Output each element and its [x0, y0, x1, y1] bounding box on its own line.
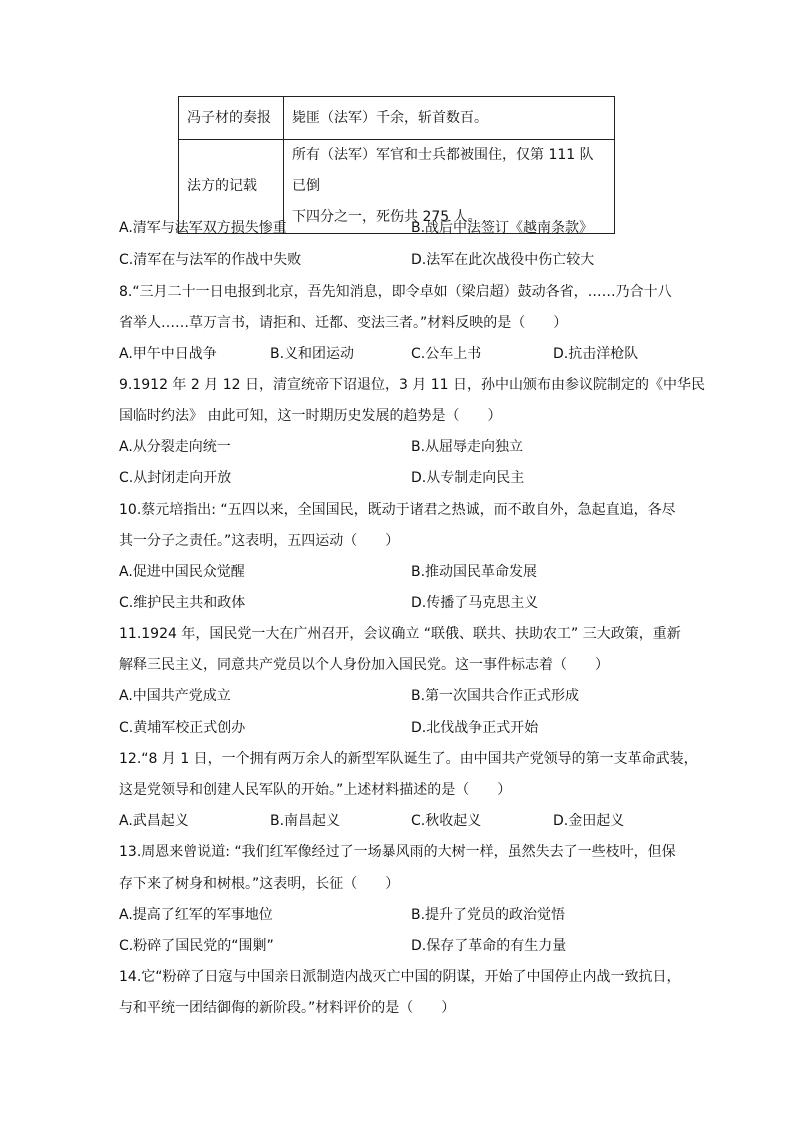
q8-option-d: D.抗击洋枪队	[553, 346, 639, 362]
q10-stem-line2: 其一分子之责任。”这表明，五四运动（ ）	[119, 533, 400, 549]
q7-option-a: A.清军与法军双方损失惨重	[119, 220, 287, 236]
q12-option-a: A.武昌起义	[119, 813, 189, 829]
q14-stem-line2: 与和平统一团结御侮的新阶段。”材料评价的是（ ）	[119, 1000, 456, 1016]
q13-stem-line1: 13.周恩来曾说道: “我们红军像经过了一场暴风雨的大树一样，虽然失去了一些枝叶，但保	[119, 844, 676, 860]
q13-option-c: C.粉碎了国民党的“围剿”	[119, 938, 274, 954]
q14-stem-line1: 14.它“粉碎了日寇与中国亲日派制造内战灭亡中国的阴谋，开始了中国停止内战一致抗日，	[119, 969, 681, 985]
q9-stem-line1: 9.1912 年 2 月 12 日，清宣统帝下诏退位，3 月 11 日，孙中山颁布由参议院制定的《中华民	[119, 377, 706, 393]
q8-option-c: C.公车上书	[411, 346, 482, 362]
table-cell-label: 冯子材的奏报	[179, 97, 284, 140]
q10-option-d: D.传播了马克思主义	[411, 595, 539, 611]
q10-option-b: B.推动国民革命发展	[411, 564, 538, 580]
q11-option-b: B.第一次国共合作正式形成	[411, 688, 580, 704]
q11-option-c: C.黄埔军校正式创办	[119, 720, 246, 736]
q9-stem-line2: 国临时约法》 由此可知，这一时期历史发展的趋势是（ ）	[119, 408, 502, 424]
table-row	[179, 97, 615, 140]
table-cell-content: 毙匪（法军）千余，斩首数百。	[284, 97, 615, 140]
q8-option-b: B.义和团运动	[270, 346, 355, 362]
q8-stem-line1: 8.“三月二十一日电报到北京，吾先知消息，即令卓如（梁启超）鼓动各省，……乃合十八	[119, 284, 672, 300]
q12-option-d: D.金田起义	[553, 813, 625, 829]
q7-option-b: B.战后中法签订《越南条款》	[411, 220, 594, 236]
q12-option-c: C.秋收起义	[411, 813, 482, 829]
table-cell-line: 下四分之一，死伤共 275 人。	[292, 209, 482, 225]
table-cell-label: 法方的记载	[179, 140, 284, 234]
q11-stem-line2: 解释三民主义，同意共产党员以个人身份加入国民党。这一事件标志着（ ）	[119, 657, 609, 673]
q8-stem-line2: 省举人……草万言书，请拒和、迁都、变法三者。”材料反映的是（ ）	[119, 315, 568, 331]
q9-option-a: A.从分裂走向统一	[119, 439, 231, 455]
q13-stem-line2: 存下来了树身和树根。”这表明，长征（ ）	[119, 876, 400, 892]
q12-stem-line2: 这是党领导和创建人民军队的开始。”上述材料描述的是（ ）	[119, 782, 512, 798]
q10-option-a: A.促进中国民众觉醒	[119, 564, 245, 580]
q9-option-c: C.从封闭走向开放	[119, 470, 232, 486]
q7-option-d: D.法军在此次战役中伤亡较大	[411, 252, 595, 268]
q9-option-b: B.从屈辱走向独立	[411, 439, 524, 455]
table-cell-line: 所有（法军）军官和士兵都被围住，仅第 111 队已倒	[292, 147, 594, 194]
q7-option-c: C.清军在与法军的作战中失败	[119, 252, 302, 268]
q12-stem-line1: 12.“8 月 1 日，一个拥有两万余人的新型军队诞生了。由中国共产党领导的第一支革命武装，	[119, 751, 698, 767]
q12-option-b: B.南昌起义	[270, 813, 341, 829]
q13-option-a: A.提高了红军的军事地位	[119, 907, 273, 923]
q10-stem-line1: 10.蔡元培指出: “五四以来，全国国民，既动于诸君之热诚，而不敢自外，急起直追，各尽	[119, 502, 676, 518]
q11-option-d: D.北伐战争正式开始	[411, 720, 539, 736]
comparison-table	[178, 96, 615, 234]
q13-option-b: B.提升了党员的政治觉悟	[411, 907, 566, 923]
q11-option-a: A.中国共产党成立	[119, 688, 231, 704]
q9-option-d: D.从专制走向民主	[411, 470, 525, 486]
q10-option-c: C.维护民主共和政体	[119, 595, 246, 611]
q8-option-a: A.甲午中日战争	[119, 346, 217, 362]
q13-option-d: D.保存了革命的有生力量	[411, 938, 567, 954]
q11-stem-line1: 11.1924 年，国民党一大在广州召开，会议确立 “联俄、联共、扶助农工” 三大政策，重新	[119, 626, 681, 642]
